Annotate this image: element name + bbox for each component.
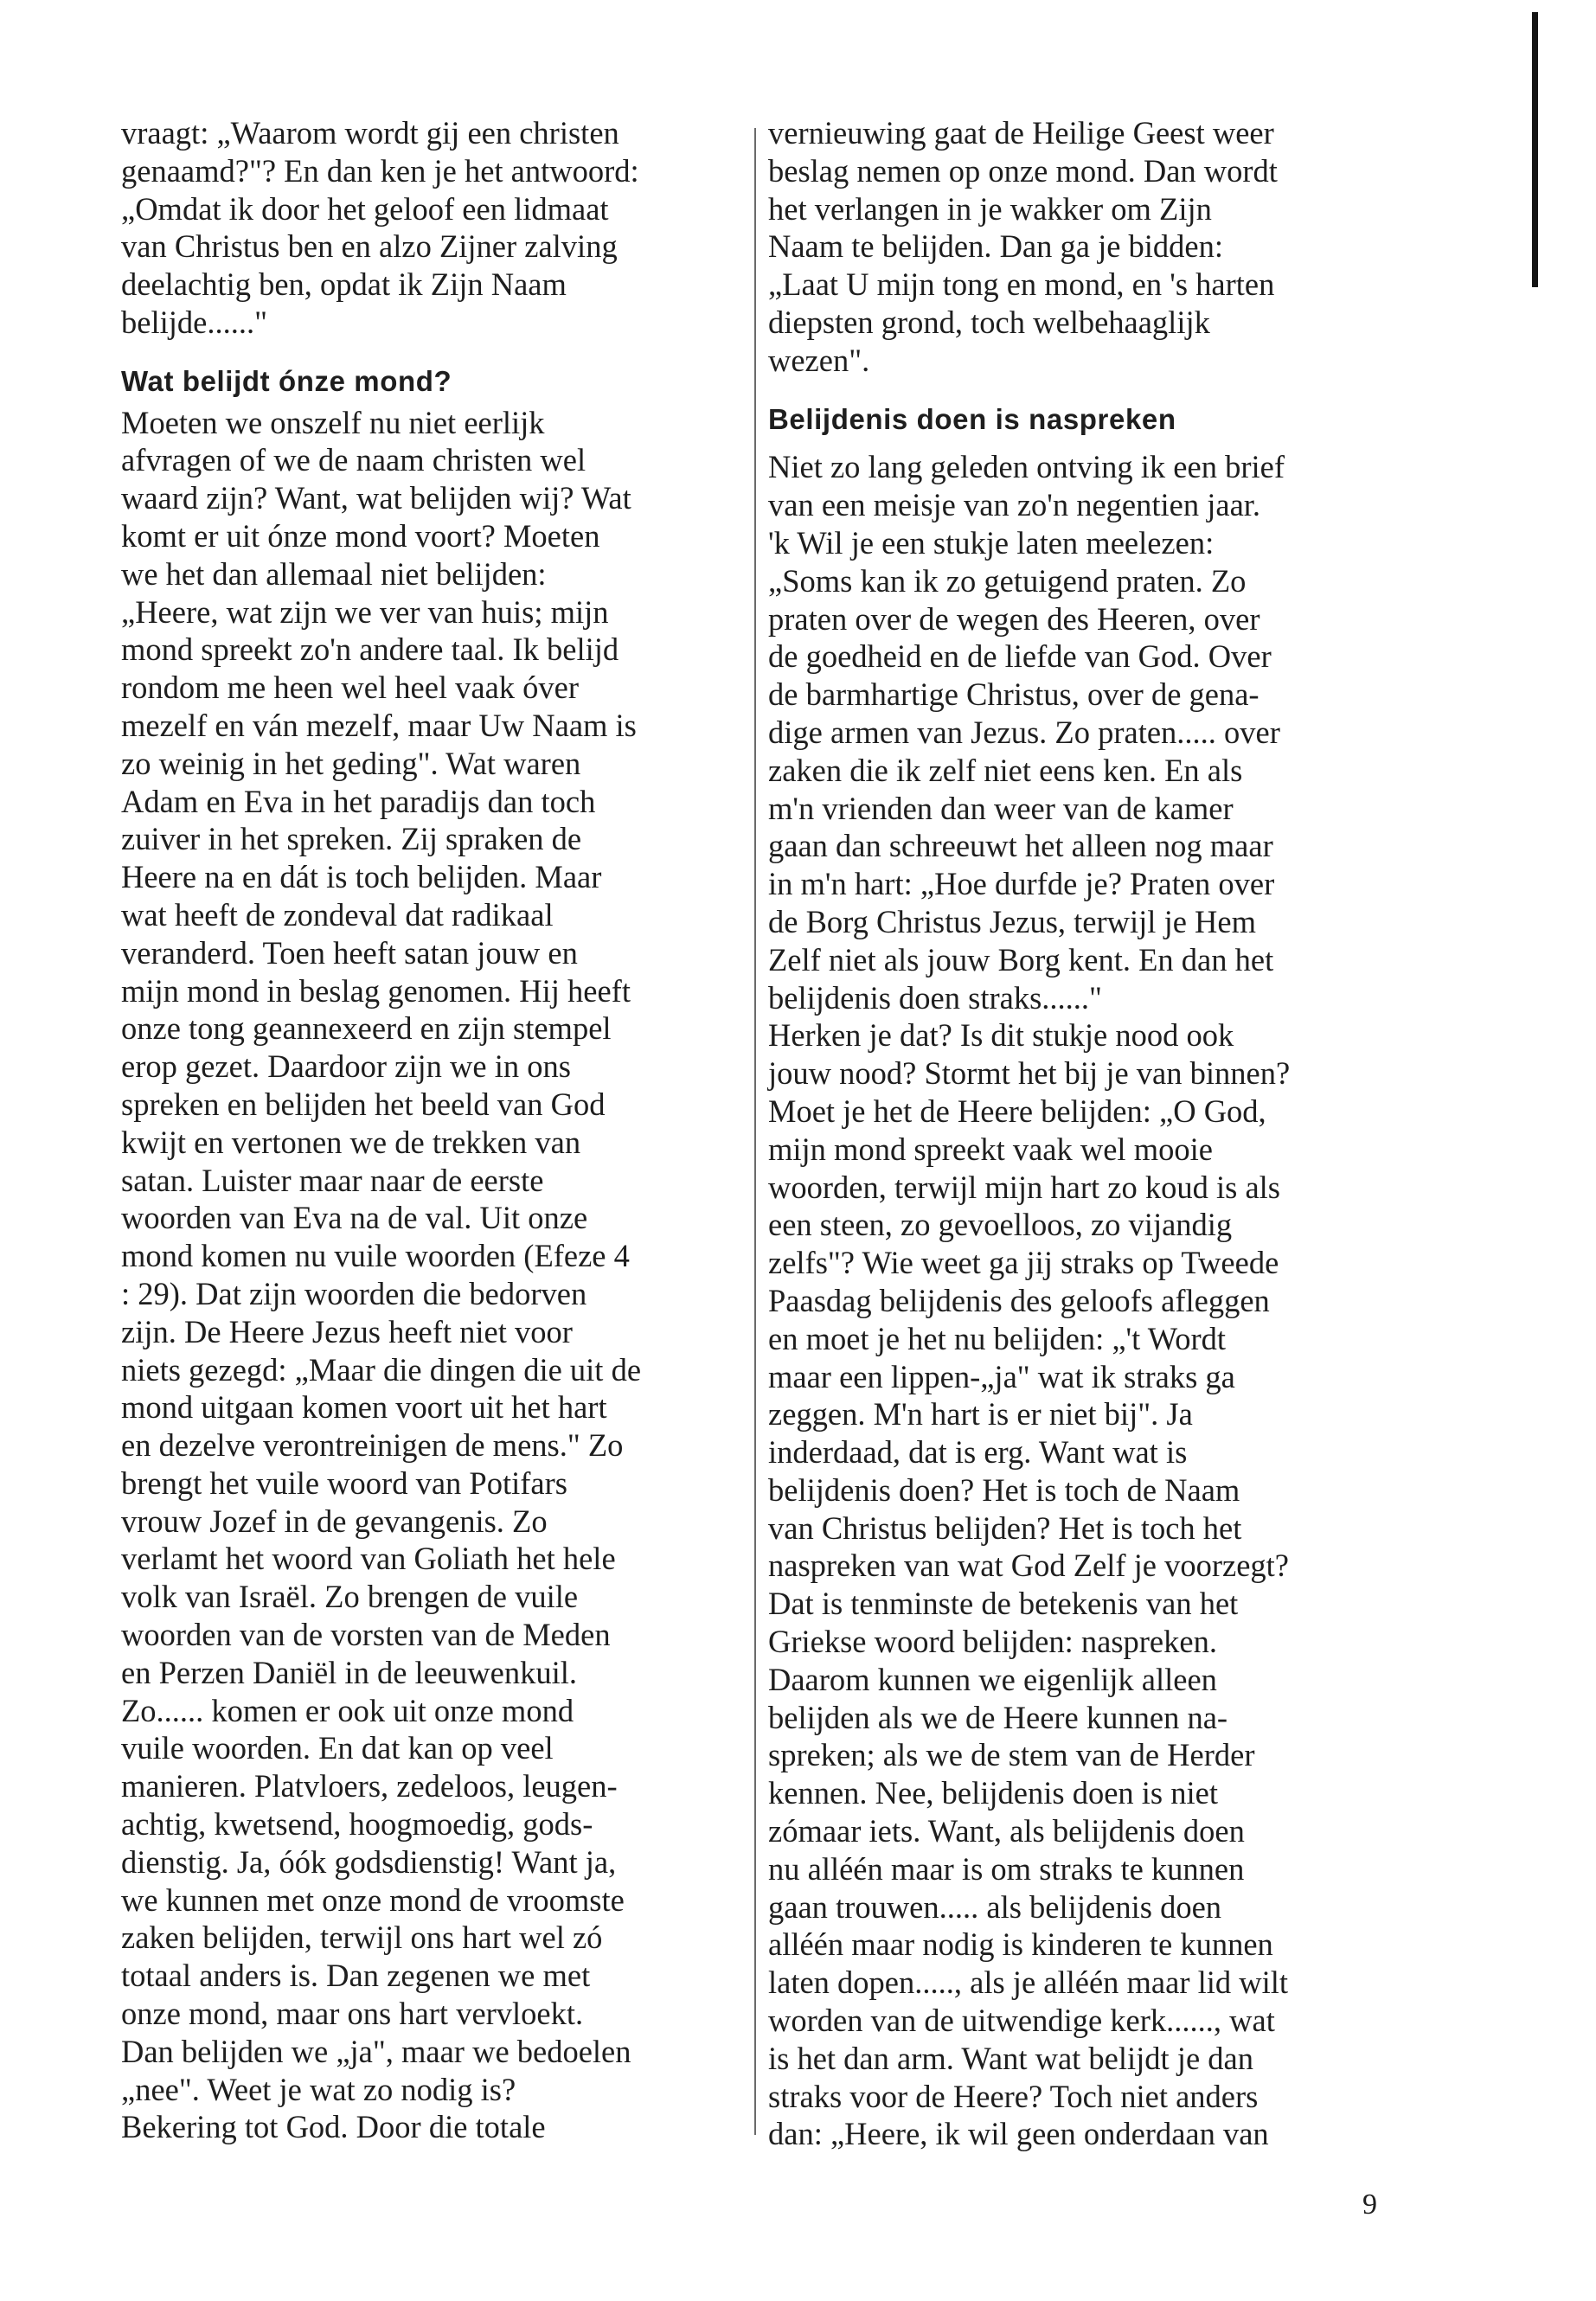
text-line: „Omdat ik door het geloof een lidmaat bbox=[121, 190, 609, 227]
text-line: Niet zo lang geleden ontving ik een brief bbox=[768, 449, 1285, 485]
text-line: van een meisje van zo'n negentien jaar. bbox=[768, 487, 1261, 523]
text-line: Zo...... komen er ook uit onze mond bbox=[121, 1692, 574, 1728]
text-line: dienstig. Ja, óók godsdienstig! Want ja, bbox=[121, 1843, 617, 1880]
text-line: dige armen van Jezus. Zo praten..... over bbox=[768, 714, 1280, 750]
text-line: straks voor de Heere? Toch niet anders bbox=[768, 2078, 1259, 2114]
text-line: mond uitgaan komen voort uit het hart bbox=[121, 1389, 607, 1426]
text-line: verlamt het woord van Goliath het hele bbox=[121, 1541, 616, 1577]
text-line: veranderd. Toen heeft satan jouw en bbox=[121, 934, 578, 971]
left-column bbox=[121, 114, 748, 2146]
text-line: kwijt en vertonen we de trekken van bbox=[121, 1124, 581, 1160]
text-line: mezelf en ván mezelf, maar Uw Naam is bbox=[121, 707, 637, 743]
left-body-paragraph bbox=[121, 404, 748, 2147]
text-line: en dezelve verontreinigen de mens." Zo bbox=[121, 1427, 624, 1464]
text-line: onze mond, maar ons hart vervloekt. bbox=[121, 1996, 584, 2032]
text-line: totaal anders is. Dan zegenen we met bbox=[121, 1958, 591, 1994]
text-line: vraagt: „Waarom wordt gij een christen bbox=[121, 115, 619, 151]
text-line: Daarom kunnen we eigenlijk alleen bbox=[768, 1661, 1217, 1697]
text-line: in m'n hart: „Hoe durfde je? Praten over bbox=[768, 866, 1275, 902]
text-line: maar een lippen-„ja" wat ik straks ga bbox=[768, 1358, 1235, 1394]
text-line: het verlangen in je wakker om Zijn bbox=[768, 190, 1212, 227]
text-line: wezen". bbox=[768, 342, 870, 378]
text-line: Moeten we onszelf nu niet eerlijk bbox=[121, 404, 545, 440]
right-column bbox=[768, 114, 1391, 2153]
text-line: mijn mond spreekt vaak wel mooie bbox=[768, 1131, 1213, 1167]
text-line: zaken die ik zelf niet eens ken. En als bbox=[768, 752, 1243, 788]
text-line: woorden, terwijl mijn hart zo koud is als bbox=[768, 1169, 1281, 1205]
text-line: rondom me heen wel heel vaak óver bbox=[121, 670, 580, 706]
text-line: Paasdag belijdenis des geloofs afleggen bbox=[768, 1282, 1270, 1318]
text-line: woorden van Eva na de val. Uit onze bbox=[121, 1200, 588, 1236]
text-line: laten dopen....., als je alléén maar lid wilt bbox=[768, 1965, 1289, 2001]
text-line: worden van de uitwendige kerk......, wat bbox=[768, 2003, 1275, 2039]
text-line: afvragen of we de naam christen wel bbox=[121, 442, 586, 478]
text-line: „nee". Weet je wat zo nodig is? bbox=[121, 2071, 516, 2107]
text-line: vrouw Jozef in de gevangenis. Zo bbox=[121, 1503, 548, 1539]
text-line: zómaar iets. Want, als belijdenis doen bbox=[768, 1813, 1245, 1849]
text-line: m'n vrienden dan weer van de kamer bbox=[768, 790, 1234, 826]
text-line: dan: „Heere, ik wil geen onderdaan van bbox=[768, 2116, 1269, 2152]
text-line: vernieuwing gaat de Heilige Geest weer bbox=[768, 115, 1274, 151]
text-line: spreken; als we de stem van de Herder bbox=[768, 1737, 1255, 1773]
text-line: kennen. Nee, belijdenis doen is niet bbox=[768, 1775, 1218, 1811]
text-line: Naam te belijden. Dan ga je bidden: bbox=[768, 228, 1224, 265]
text-line: „Heere, wat zijn we ver van huis; mijn bbox=[121, 593, 609, 630]
text-line: Heere na en dát is toch belijden. Maar bbox=[121, 859, 602, 895]
text-line: onze tong geannexeerd en zijn stempel bbox=[121, 1010, 612, 1047]
text-line: Griekse woord belijden: naspreken. bbox=[768, 1624, 1217, 1660]
text-line: belijdenis doen? Het is toch de Naam bbox=[768, 1471, 1240, 1508]
text-line: zijn. De Heere Jezus heeft niet voor bbox=[121, 1313, 573, 1349]
text-line: „Laat U mijn tong en mond, en 's harten bbox=[768, 266, 1275, 303]
text-line: belijde......" bbox=[121, 304, 267, 340]
text-line: en moet je het nu belijden: „'t Wordt bbox=[768, 1320, 1227, 1356]
text-line: van Christus ben en alzo Zijner zalving bbox=[121, 228, 618, 265]
text-line: de Borg Christus Jezus, terwijl je Hem bbox=[768, 903, 1256, 939]
text-line: deelachtig ben, opdat ik Zijn Naam bbox=[121, 266, 567, 303]
section-heading: Belijdenis doen is naspreken bbox=[768, 402, 1176, 435]
text-line: Zelf niet als jouw Borg kent. En dan het bbox=[768, 941, 1274, 977]
text-line: zeggen. M'n hart is er niet bij". Ja bbox=[768, 1396, 1193, 1433]
text-line: we kunnen met onze mond de vroomste bbox=[121, 1881, 625, 1918]
scan-edge-bar bbox=[1532, 12, 1538, 287]
text-line: gaan dan schreeuwt het alleen nog maar bbox=[768, 828, 1273, 864]
text-line: achtig, kwetsend, hoogmoedig, gods- bbox=[121, 1806, 593, 1843]
text-line: wat heeft de zondeval dat radikaal bbox=[121, 896, 554, 933]
text-line: is het dan arm. Want wat belijdt je dan bbox=[768, 2040, 1253, 2076]
text-line: komt er uit ónze mond voort? Moeten bbox=[121, 517, 600, 554]
text-line: Dan belijden we „ja", maar we bedoelen bbox=[121, 2033, 631, 2069]
text-line: Dat is tenminste de betekenis van het bbox=[768, 1586, 1239, 1622]
text-line: waard zijn? Want, wat belijden wij? Wat bbox=[121, 480, 631, 516]
text-line: Adam en Eva in het paradijs dan toch bbox=[121, 783, 596, 819]
text-line: woorden van de vorsten van de Meden bbox=[121, 1617, 611, 1653]
text-line: van Christus belijden? Het is toch het bbox=[768, 1509, 1242, 1546]
text-line: erop gezet. Daardoor zijn we in ons bbox=[121, 1048, 571, 1085]
text-line: mijn mond in beslag genomen. Hij heeft bbox=[121, 972, 631, 1009]
text-line: praten over de wegen des Heeren, over bbox=[768, 600, 1260, 637]
right-body-paragraph bbox=[768, 448, 1391, 2153]
text-line: Moet je het de Heere belijden: „O God, bbox=[768, 1093, 1266, 1129]
text-line: de goedheid en de liefde van God. Over bbox=[768, 638, 1272, 675]
text-line: we het dan allemaal niet belijden: bbox=[121, 555, 547, 592]
text-line: „Soms kan ik zo getuigend praten. Zo bbox=[768, 562, 1247, 599]
text-line: genaamd?"? En dan ken je het antwoord: bbox=[121, 152, 639, 189]
text-line: jouw nood? Stormt het bij je van binnen? bbox=[768, 1055, 1291, 1092]
text-line: belijden als we de Heere kunnen na- bbox=[768, 1699, 1228, 1735]
left-intro-paragraph bbox=[121, 114, 748, 342]
text-line: mond spreekt zo'n andere taal. Ik belijd bbox=[121, 631, 619, 668]
text-line: inderdaad, dat is erg. Want wat is bbox=[768, 1434, 1188, 1471]
text-line: volk van Israël. Zo brengen de vuile bbox=[121, 1579, 579, 1615]
text-line: mond komen nu vuile woorden (Efeze 4 bbox=[121, 1238, 630, 1274]
text-line: nu alléén maar is om straks te kunnen bbox=[768, 1850, 1245, 1887]
text-line: zaken belijden, terwijl ons hart wel zó bbox=[121, 1920, 603, 1956]
text-line: satan. Luister maar naar de eerste bbox=[121, 1162, 544, 1198]
column-divider bbox=[754, 128, 756, 2135]
right-intro-paragraph bbox=[768, 114, 1391, 380]
text-line: een steen, zo gevoelloos, zo vijandig bbox=[768, 1207, 1233, 1243]
text-line: zuiver in het spreken. Zij spraken de bbox=[121, 821, 582, 857]
text-line: Bekering tot God. Door die totale bbox=[121, 2109, 546, 2145]
text-line: manieren. Platvloers, zedeloos, leugen- bbox=[121, 1768, 618, 1804]
text-line: Herken je dat? Is dit stukje nood ook bbox=[768, 1017, 1234, 1054]
text-line: gaan trouwen..... als belijdenis doen bbox=[768, 1888, 1222, 1925]
text-line: zelfs"? Wie weet ga jij straks op Tweede bbox=[768, 1245, 1279, 1281]
text-line: naspreken van wat God Zelf je voorzegt? bbox=[768, 1548, 1290, 1584]
text-line: : 29). Dat zijn woorden die bedorven bbox=[121, 1275, 587, 1311]
section-heading: Wat belijdt ónze mond? bbox=[121, 364, 452, 397]
text-line: beslag nemen op onze mond. Dan wordt bbox=[768, 152, 1278, 189]
text-line: de barmhartige Christus, over de gena- bbox=[768, 676, 1259, 713]
text-line: niets gezegd: „Maar die dingen die uit de bbox=[121, 1351, 642, 1388]
text-line: zo weinig in het geding". Wat waren bbox=[121, 745, 581, 781]
text-line: belijdenis doen straks......" bbox=[768, 979, 1102, 1016]
text-line: spreken en belijden het beeld van God bbox=[121, 1086, 606, 1122]
text-line: 'k Wil je een stukje laten meelezen: bbox=[768, 524, 1215, 561]
text-line: en Perzen Daniël in de leeuwenkuil. bbox=[121, 1654, 578, 1690]
text-line: alléén maar nodig is kinderen te kunnen bbox=[768, 1926, 1273, 1963]
text-line: diepsten grond, toch welbehaaglijk bbox=[768, 304, 1210, 340]
page-number: 9 bbox=[1362, 2189, 1377, 2221]
text-line: vuile woorden. En dat kan op veel bbox=[121, 1730, 554, 1766]
text-line: brengt het vuile woord van Potifars bbox=[121, 1465, 567, 1501]
